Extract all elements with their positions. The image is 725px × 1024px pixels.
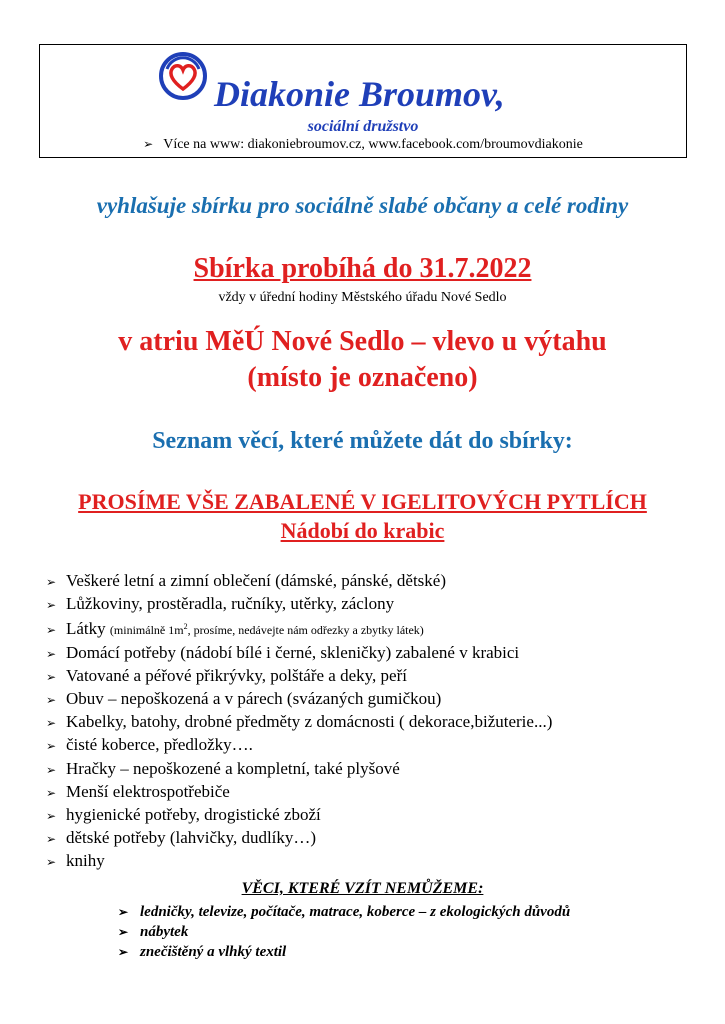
list-item (46, 665, 552, 688)
arrow-bullet-icon: ➢ (46, 646, 57, 661)
deadline-heading: Sbírka probíhá do 31.7.2022 (193, 253, 532, 284)
list-item-text: Látky (66, 619, 106, 639)
list-item (46, 593, 552, 616)
list-item-text: nábytek (140, 924, 189, 940)
arrow-bullet-icon: ➢ (118, 925, 129, 939)
arrow-bullet-icon: ➢ (46, 716, 57, 731)
list-item-text: čisté koberce, předložky…. (66, 735, 253, 755)
list-item-text: Hračky – nepoškozené a kompletní, také plyšové (66, 758, 400, 778)
arrow-bullet-icon: ➢ (118, 945, 129, 959)
arrow-bullet-icon: ➢ (46, 739, 57, 754)
not-accepted-list (118, 902, 570, 962)
arrow-bullet-icon: ➢ (46, 809, 57, 824)
arrow-bullet-icon: ➢ (46, 669, 57, 684)
list-item-text: knihy (66, 851, 105, 871)
list-item (46, 827, 552, 850)
list-item (46, 688, 552, 711)
arrow-bullet-icon: ➢ (118, 905, 129, 919)
arrow-bullet-icon: ➢ (46, 575, 57, 589)
location-line-1: v atriu MěÚ Nové Sedlo – vlevo u výtahu (118, 326, 607, 357)
diakonie-heart-logo-icon (158, 51, 208, 101)
arrow-bullet-icon: ➢ (46, 693, 57, 708)
dishes-notice: Nádobí do krabic (280, 518, 445, 543)
list-item (46, 734, 552, 757)
list-item (46, 711, 552, 734)
arrow-bullet-icon: ➢ (46, 785, 57, 800)
list-item-text: Veškeré letní a zimní oblečení (dámské, pánské, dětské) (66, 571, 447, 590)
list-item-text: Vatované a péřové přikrývky, polštáře a deky, peří (66, 665, 407, 685)
org-subtitle: sociální družstvo (307, 118, 419, 135)
list-item (46, 616, 552, 641)
fabric-note-after: , prosíme, nedávejte nám odřezky a zbytky látek) (187, 623, 424, 638)
arrow-bullet-icon: ➢ (46, 832, 57, 847)
office-hours-note: vždy v úřední hodiny Městského úřadu Nové Sedlo (218, 290, 507, 305)
announcement: vyhlašuje sbírku pro sociálně slabé občany a celé rodiny (96, 193, 629, 218)
list-item (118, 942, 570, 962)
location-line-2: (místo je označeno) (247, 362, 478, 393)
list-item (46, 781, 552, 804)
arrow-bullet-icon: ➢ (46, 623, 57, 638)
list-item-text: hygienické potřeby, drogistické zboží (66, 805, 321, 825)
accepted-items-list (46, 570, 552, 874)
packing-notice: PROSÍME VŠE ZABALENÉ V IGELITOVÝCH PYTLÍCH (78, 489, 647, 514)
arrow-bullet-icon: ➢ (46, 855, 57, 870)
arrow-bullet-icon: ➢ (46, 762, 57, 777)
list-item (46, 642, 552, 665)
list-item-text: Lůžkoviny, prostěradla, ručníky, utěrky, záclony (66, 594, 395, 614)
not-accepted-title: VĚCI, KTERÉ VZÍT NEMŮŽEME: (241, 880, 484, 897)
list-item-text: Menší elektrospotřebiče (66, 781, 230, 801)
list-title: Seznam věcí, které můžete dát do sbírky: (152, 428, 573, 454)
org-website-text: Více na www: diakoniebroumov.cz, www.facebook.com/broumovdiakonie (163, 137, 583, 152)
list-item (46, 804, 552, 827)
list-item-text: Kabelky, batohy, drobné předměty z domácnosti ( dekorace,bižuterie...) (66, 712, 553, 732)
arrow-bullet-icon: ➢ (46, 598, 57, 613)
list-item (46, 850, 552, 873)
list-item-text: dětské potřeby (lahvičky, dudlíky…) (66, 828, 317, 848)
list-item (118, 922, 570, 942)
list-item-text: ledničky, televize, počítače, matrace, koberce – z ekologických důvodů (140, 904, 571, 920)
header-box (39, 44, 687, 158)
fabric-note-before: (minimálně 1m (109, 623, 184, 638)
list-item (118, 902, 570, 922)
fabric-note-sup: 2 (183, 622, 188, 632)
org-name: Diakonie Broumov, (214, 74, 505, 114)
list-item-text: Domácí potřeby (nádobí bílé i černé, skleničky) zabalené v krabici (66, 642, 520, 662)
list-item (46, 570, 552, 593)
fabric-note (110, 623, 424, 637)
list-item-text: znečištěný a vlhký textil (140, 944, 287, 960)
list-item-text: Obuv – nepoškozená a v párech (svázaných gumičkou) (66, 689, 442, 709)
list-item (46, 758, 552, 781)
arrow-bullet-icon: ➢ (143, 137, 154, 151)
org-website-line (40, 137, 686, 153)
